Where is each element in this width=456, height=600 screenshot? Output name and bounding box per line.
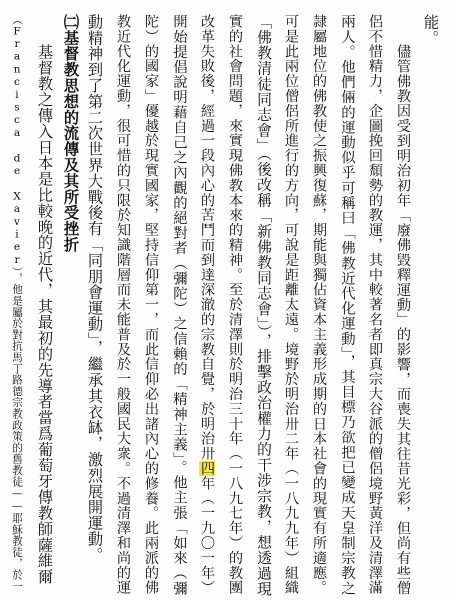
text-column-9 bbox=[196, 14, 218, 595]
text-column-7: 「佛教清徒同志會」（後改稱「新佛教同志會」），排擊政治權力的干涉宗教，想透過現 bbox=[255, 14, 272, 597]
text-column-3: 侶不惜精力，企圖挽回頹勢的教運，其中較著名者即真宗大谷派的僧侶境野黃洋及清澤滿 bbox=[367, 14, 383, 596]
text-column-12: 教近代化運動，很可惜的只限於知識階層而未能普及於一般國民大衆。不過清澤和尚的運 bbox=[115, 14, 131, 596]
text-column-9-part-1: 改革失敗後，經過一段內心的苦鬥而到達深澈的宗教自覺，於明治卅 bbox=[199, 14, 215, 461]
text-column-13: 動精神到了第二次世界大戰後有「同朋會運動」，繼承其衣缽，激烈展開運動。 bbox=[86, 14, 104, 563]
text-column-2: 儘管佛教因受到明治初年「廢佛毀釋運動」的影響，而喪失其往昔光彩，但尚有些僧 bbox=[395, 44, 411, 596]
text-column-5: 隷屬地位的佛教使之振興復蘇，期能與獨佔資本主義形成期的日本社會的現實有所適應。 bbox=[311, 14, 327, 596]
highlighted-character: 四 bbox=[199, 461, 215, 476]
text-column-11: 陀）的國家」優越於現實國家，堅持信仰第一，而此信仰必出諸內心的修養。此兩派的佛 bbox=[143, 14, 159, 596]
text-column-15: 基督教之傳入日本是比較晚的近代，其最初的先導者當爲葡萄牙傳教師薩維爾 bbox=[36, 44, 54, 585]
text-column-8: 實的社會問題，來實現佛教本來的精神。至於清澤則於明治三十年（一八九七年）的教團 bbox=[227, 14, 243, 596]
text-column-16: （Francisca de Xavier），他是屬於對抗馬丁路德宗教政策的舊教徒——耶穌教徒，於一 bbox=[11, 14, 23, 592]
section-heading: ㈡基督教思想的流傳及其所受挫折 bbox=[62, 14, 80, 253]
text-column-6: 可是此兩位僧侶所進行的方向，可說是距離太遠。境野於明治卅二年（一八九九年）組織 bbox=[283, 14, 299, 596]
text-column-4: 兩人。他們倆的運動似乎可稱曰「佛教近代化運動」，其目標乃欲把已變成天皇制宗教之 bbox=[339, 14, 355, 596]
text-column-10: 開始提倡說明藉自己之內觀的絕對者（彌陀）之信賴的「精神主義」。他主張「如來（彌 bbox=[171, 14, 187, 596]
text-column-1: 能。 bbox=[422, 14, 440, 46]
text-column-9-part-2: 年（一九〇一年） bbox=[199, 475, 215, 596]
